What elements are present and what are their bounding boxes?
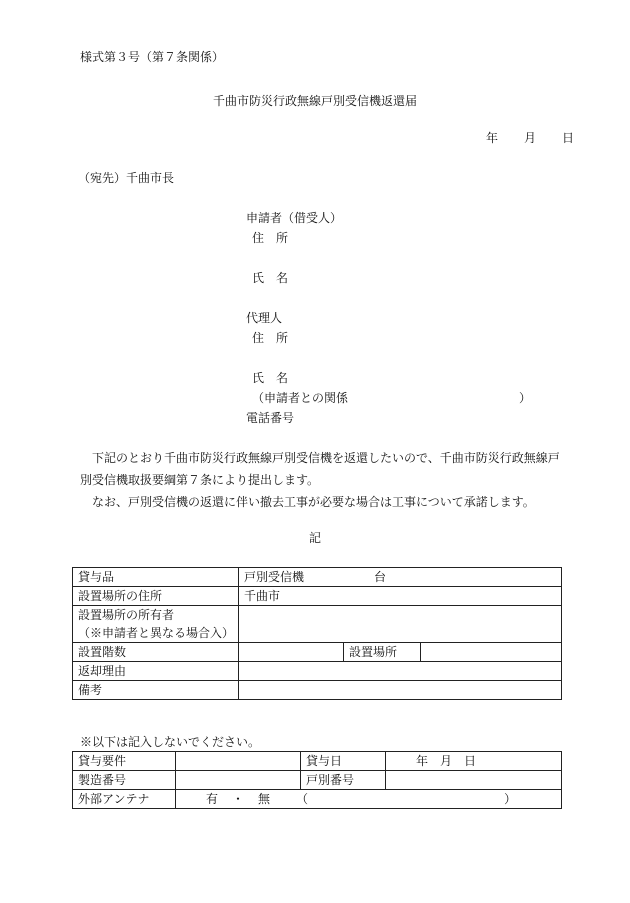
antenna-yes: 有 [206, 792, 219, 806]
table-row [73, 568, 562, 587]
body-paragraph-2: なお、戸別受信機の返還に伴い撤去工事が必要な場合は工事について承諾します。 [92, 495, 535, 509]
lending-date-label: 貸与日 [301, 752, 386, 771]
date-line [486, 130, 574, 146]
floor-value[interactable] [239, 643, 344, 662]
agent-address-label: 住 所 [252, 331, 289, 345]
date-year: 年 [486, 131, 499, 145]
addressee: （宛先）千曲市長 [78, 171, 175, 185]
antenna-separator: ・ [232, 792, 245, 806]
serial-number-label: 製造番号 [73, 771, 176, 790]
agent-heading: 代理人 [246, 311, 283, 325]
install-location-value[interactable] [421, 643, 562, 662]
return-reason-label: 返却理由 [73, 662, 239, 681]
lent-item-cell[interactable] [239, 568, 562, 587]
install-owner-value[interactable] [239, 606, 562, 643]
antenna-paren-open: （ [296, 792, 309, 806]
agent-phone-label: 電話番号 [246, 411, 295, 425]
serial-number-value [176, 771, 301, 790]
table-row [73, 681, 562, 700]
lending-date-day: 日 [464, 754, 477, 768]
lending-requirement-value [176, 752, 301, 771]
lent-item-label: 貸与品 [73, 568, 239, 587]
table-row [73, 662, 562, 681]
agent-relation-open: （申請者との関係 [252, 391, 349, 405]
lending-date-year: 年 [416, 754, 429, 768]
remarks-value[interactable] [239, 681, 562, 700]
install-owner-label [73, 606, 239, 643]
antenna-paren-close: ） [504, 792, 517, 806]
table-row [73, 606, 562, 643]
table-row [73, 587, 562, 606]
external-antenna-label: 外部アンテナ [73, 790, 176, 809]
date-month: 月 [524, 131, 537, 145]
agent-name-label: 氏 名 [252, 371, 289, 385]
office-use-table [72, 751, 562, 809]
lent-item-unit: 台 [374, 570, 387, 584]
office-use-note: ※以下は記入しないでください。 [80, 735, 261, 749]
antenna-no: 無 [258, 792, 271, 806]
table-row [73, 752, 562, 771]
install-address-value[interactable]: 千曲市 [239, 587, 562, 606]
table-row [73, 790, 562, 809]
install-owner-label-line1: 設置場所の所有者 [78, 608, 175, 622]
lending-date-month: 月 [440, 754, 453, 768]
agent-relation-close: ） [519, 391, 532, 405]
table-row [73, 771, 562, 790]
remarks-label: 備考 [73, 681, 239, 700]
applicant-name-label: 氏 名 [252, 271, 289, 285]
applicant-heading: 申請者（借受人） [246, 211, 343, 225]
applicant-address-label: 住 所 [252, 231, 289, 245]
install-location-label: 設置場所 [344, 643, 421, 662]
table-row [73, 643, 562, 662]
lent-item-value: 戸別受信機 [244, 570, 305, 584]
document-title: 千曲市防災行政無線戸別受信機返還届 [212, 94, 417, 108]
unit-number-value [386, 771, 562, 790]
install-address-label: 設置場所の住所 [73, 587, 239, 606]
unit-number-label: 戸別番号 [301, 771, 386, 790]
install-owner-label-line2: （※申請者と異なる場合入） [78, 626, 235, 640]
return-reason-value[interactable] [239, 662, 562, 681]
lending-requirement-label: 貸与要件 [73, 752, 176, 771]
date-day: 日 [562, 131, 575, 145]
form-number: 様式第３号（第７条関係） [80, 50, 225, 64]
ki-marker: 記 [308, 531, 321, 545]
external-antenna-value [176, 790, 562, 809]
lending-date-value [386, 752, 562, 771]
floor-label: 設置階数 [73, 643, 239, 662]
body-paragraph-1: 下記のとおり千曲市防災行政無線戸別受信機を返還したいので、千曲市防災行政無線戸別受信機取扱要綱第７条により提出します。 [80, 451, 560, 487]
return-details-table [72, 567, 562, 700]
